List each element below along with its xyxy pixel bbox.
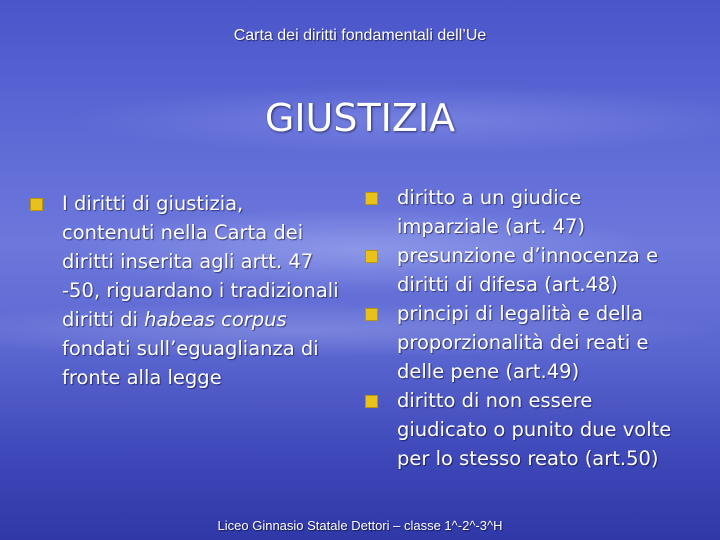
slide-header: Carta dei diritti fondamentali dell’Ue xyxy=(233,27,487,44)
list-item-text: presunzione d’innocenza e diritti di difesa (art.48) xyxy=(397,244,659,296)
square-bullet-icon xyxy=(365,192,378,205)
left-column xyxy=(30,189,340,392)
square-bullet-icon xyxy=(365,395,378,408)
list-item-text: diritto di non essere giudicato o punito due volte per lo stesso reato (art.50) xyxy=(397,389,672,470)
square-bullet-icon xyxy=(30,198,43,211)
list-item xyxy=(365,299,685,386)
square-bullet-icon xyxy=(365,308,378,321)
list-item xyxy=(365,241,685,299)
slide-title: GIUSTIZIA xyxy=(264,96,456,140)
left-text-before: I diritti di giustizia, contenuti nella Carta dei diritti inserita agli artt. 47 -50, riguardano i tradizionali diritti di xyxy=(62,192,339,331)
list-item-text: principi di legalità e della proporzionalità dei reati e delle pene (art.49) xyxy=(397,302,649,383)
list-item xyxy=(365,183,685,241)
slide-footer: Liceo Ginnasio Statale Dettori – classe 1^-2^-3^H xyxy=(217,518,503,533)
list-item xyxy=(365,386,685,473)
left-text-italic: habeas corpus xyxy=(144,308,287,331)
right-column xyxy=(365,183,685,473)
list-item xyxy=(30,189,340,392)
list-item-text: diritto a un giudice imparziale (art. 47) xyxy=(397,186,586,238)
left-text-after: fondati sull’eguaglianza di fronte alla legge xyxy=(62,337,319,389)
square-bullet-icon xyxy=(365,250,378,263)
